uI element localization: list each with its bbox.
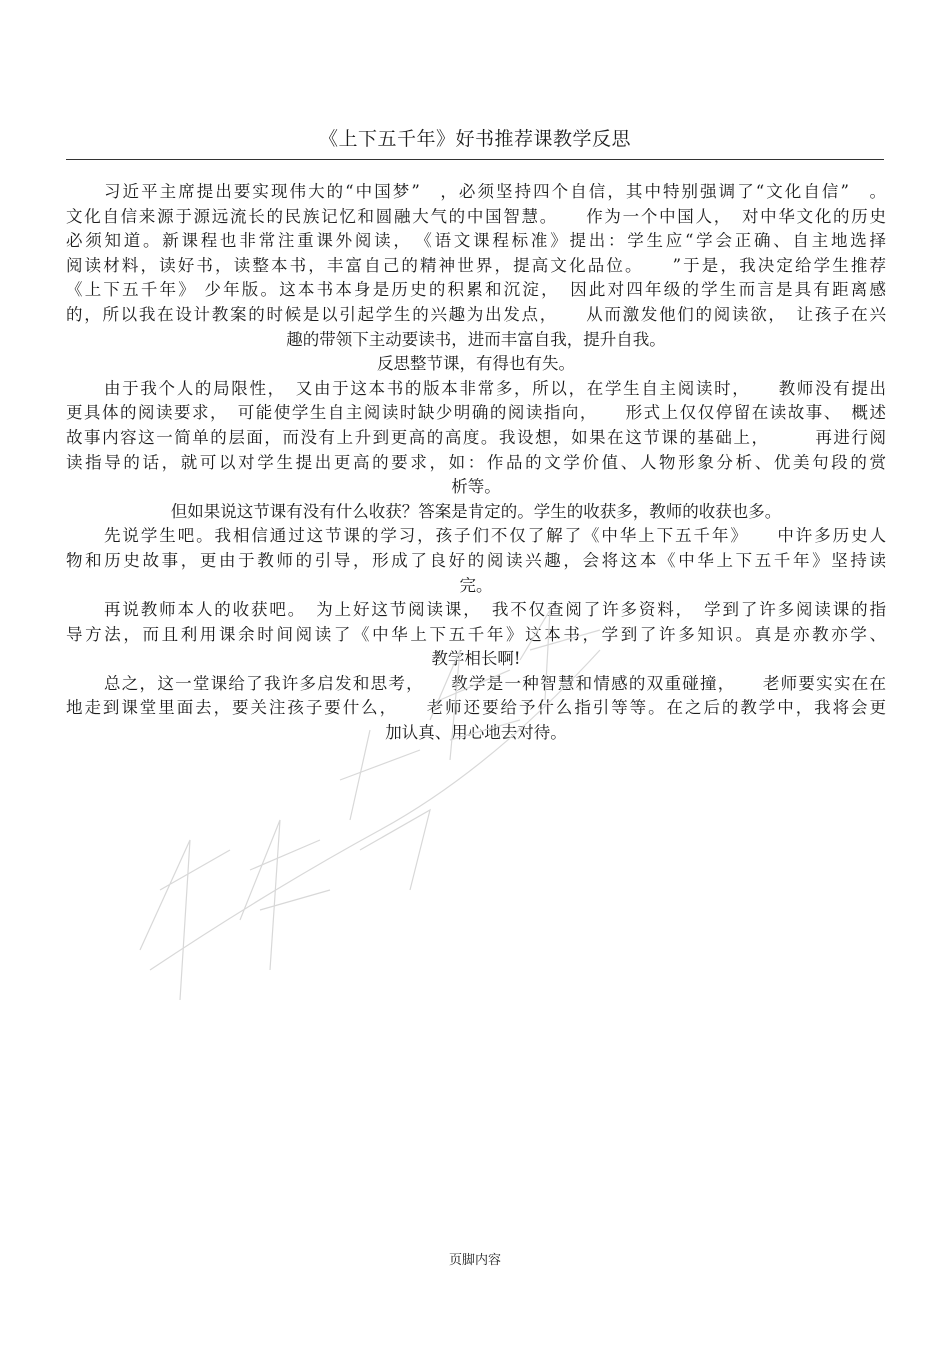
body-line: 趣的带领下主动要读书，进而丰富自我，提升自我。	[286, 329, 666, 349]
body-line: 《上下五千年》 少年版。这本书本身是历史的积累和沉淀， 因此对四年级的学生而言是具有距离感	[66, 280, 886, 300]
body-line: 再说教师本人的收获吧。 为上好这节阅读课， 我不仅查阅了许多资料， 学到了许多阅读课的指	[104, 600, 886, 620]
page-footer: 页脚内容	[448, 1253, 501, 1268]
body-line: 加认真、用心地去对待。	[385, 723, 567, 743]
document-body	[66, 180, 886, 746]
body-line: 教学相长啊!	[431, 649, 521, 669]
body-line: 导方法，而且利用课余时间阅读了《中华上下五千年》这本书，学到了许多知识。真是亦教亦学、	[66, 624, 886, 644]
body-line: 析等。	[451, 477, 501, 497]
header-divider	[66, 159, 884, 160]
body-line: 读指导的话，就可以对学生提出更高的要求，如：作品的文学价值、人物形象分析、优美句段的赏	[66, 452, 886, 472]
body-line: 先说学生吧。我相信通过这节课的学习，孩子们不仅了解了《中华上下五千年》 中许多历史人	[104, 526, 886, 546]
body-line: 地走到课堂里面去，要关注孩子要什么， 老师还要给予什么指引等等。在之后的教学中，我将会更	[66, 698, 886, 718]
body-line: 更具体的阅读要求， 可能使学生自主阅读时缺少明确的阅读指向， 形式上仅仅停留在读故事、 概述	[66, 403, 886, 423]
body-line: 由于我个人的局限性， 又由于这本书的版本非常多，所以，在学生自主阅读时， 教师没有提出	[104, 378, 886, 398]
body-line: 总之，这一堂课给了我许多启发和思考， 教学是一种智慧和情感的双重碰撞， 老师要实实在在	[104, 673, 886, 693]
body-line: 阅读材料，读好书，读整本书，丰富自己的精神世界，提高文化品位。 ”于是，我决定给学生推荐	[66, 255, 886, 275]
body-line: 的，所以我在设计教案的时候是以引起学生的兴趣为出发点， 从而激发他们的阅读欲， 让孩子在兴	[66, 304, 886, 324]
body-line: 但如果说这节课有没有什么收获？答案是肯定的。学生的收获多，教师的收获也多。	[170, 501, 782, 521]
body-line: 故事内容这一简单的层面，而没有上升到更高的高度。我设想，如果在这节课的基础上， 再进行阅	[66, 427, 886, 447]
page-title: 《上下五千年》好书推荐课教学反思	[318, 128, 631, 150]
body-line: 完。	[459, 575, 493, 595]
body-line: 习近平主席提出要实现伟大的“中国梦” ，必须坚持四个自信，其中特别强调了“文化自信” 。	[104, 182, 886, 201]
body-line: 物和历史故事，更由于教师的引导，形成了良好的阅读兴趣，会将这本《中华上下五千年》坚持读	[66, 550, 886, 570]
body-line: 必须知道。新课程也非常注重课外阅读， 《语文课程标准》提出：学生应“学会正确、自主地选择	[66, 231, 886, 251]
body-line: 文化自信来源于源远流长的民族记忆和圆融大气的中国智慧。 作为一个中国人， 对中华文化的历史	[66, 206, 886, 226]
body-line: 反思整节课，有得也有失。	[377, 354, 575, 374]
